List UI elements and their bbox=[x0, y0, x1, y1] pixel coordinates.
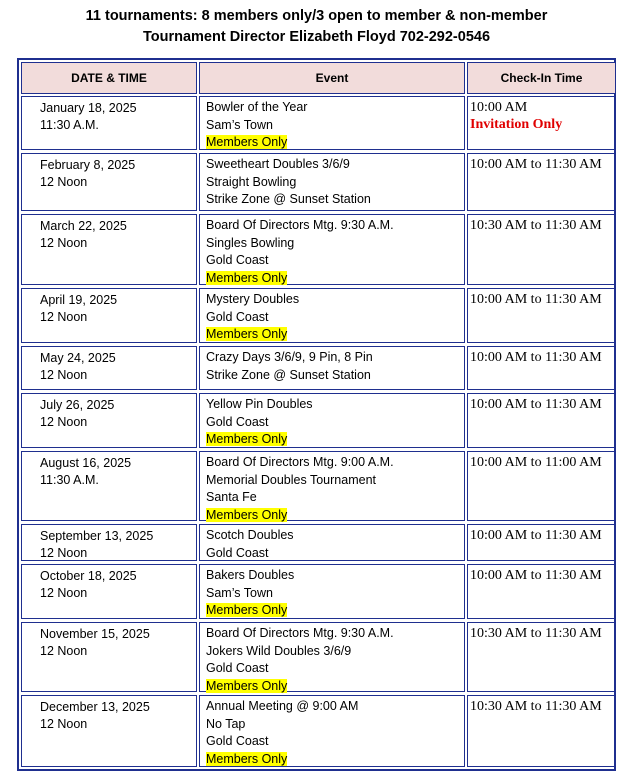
date-time-cell bbox=[21, 695, 197, 767]
event-line: Gold Coast bbox=[206, 545, 269, 560]
members-only-badge: Members Only bbox=[206, 270, 288, 285]
column-header-event: Event bbox=[199, 62, 465, 94]
page-header bbox=[0, 6, 633, 48]
event-line: Sweetheart Doubles 3/6/9 bbox=[206, 157, 350, 171]
event-line: Mystery Doubles bbox=[206, 292, 300, 306]
tournament-date: August 16, 2025 bbox=[40, 456, 132, 470]
table-row bbox=[19, 695, 614, 767]
checkin-cell bbox=[467, 96, 616, 150]
checkin-cell bbox=[467, 622, 616, 692]
start-time: 12 Noon bbox=[40, 546, 88, 560]
table-row bbox=[19, 622, 614, 692]
checkin-time: 10:30 AM to 11:30 AM bbox=[470, 218, 602, 233]
date-time-cell bbox=[21, 524, 197, 561]
date-time-cell bbox=[21, 393, 197, 448]
event-cell bbox=[199, 214, 465, 285]
schedule-table bbox=[17, 58, 616, 771]
tournament-date: January 18, 2025 bbox=[40, 101, 137, 115]
event-cell bbox=[199, 393, 465, 448]
event-line: Gold Coast bbox=[206, 734, 269, 748]
start-time: 12 Noon bbox=[40, 644, 88, 658]
start-time: 11:30 A.M. bbox=[40, 118, 99, 132]
table-header-row bbox=[19, 62, 614, 94]
start-time: 11:30 A.M. bbox=[40, 473, 99, 487]
checkin-cell bbox=[467, 393, 616, 448]
tournament-date: February 8, 2025 bbox=[40, 158, 136, 172]
checkin-time: 10:00 AM to 11:30 AM bbox=[470, 350, 602, 365]
event-line: Sam’s Town bbox=[206, 117, 273, 132]
table-row bbox=[19, 288, 614, 343]
event-cell bbox=[199, 451, 465, 521]
table-row bbox=[19, 153, 614, 211]
date-time-cell bbox=[21, 622, 197, 692]
event-line: Singles Bowling bbox=[206, 235, 295, 250]
start-time: 12 Noon bbox=[40, 236, 88, 250]
checkin-time: 10:30 AM to 11:30 AM bbox=[470, 626, 602, 641]
checkin-time: 10:00 AM to 11:00 AM bbox=[470, 455, 602, 470]
table-row bbox=[19, 393, 614, 448]
start-time: 12 Noon bbox=[40, 310, 88, 324]
tournament-date: October 18, 2025 bbox=[40, 569, 137, 583]
event-cell bbox=[199, 96, 465, 150]
table-row bbox=[19, 451, 614, 521]
event-line: Bowler of the Year bbox=[206, 100, 308, 114]
event-line: Gold Coast bbox=[206, 309, 269, 324]
checkin-cell bbox=[467, 153, 616, 211]
checkin-time: 10:00 AM bbox=[470, 100, 528, 115]
checkin-time: 10:00 AM to 11:30 AM bbox=[470, 568, 602, 583]
checkin-time: 10:00 AM to 11:30 AM bbox=[470, 397, 602, 412]
tournament-date: April 19, 2025 bbox=[40, 293, 118, 307]
members-only-badge: Members Only bbox=[206, 135, 288, 149]
members-only-badge: Members Only bbox=[206, 327, 288, 341]
header-line-1: 11 tournaments: 8 members only/3 open to member & non-member bbox=[85, 8, 548, 24]
date-time-cell bbox=[21, 564, 197, 619]
table-row bbox=[19, 524, 614, 561]
members-only-badge: Members Only bbox=[206, 507, 288, 522]
date-time-cell bbox=[21, 96, 197, 150]
members-only-badge: Members Only bbox=[206, 678, 288, 693]
checkin-time: 10:00 AM to 11:30 AM bbox=[470, 157, 602, 172]
checkin-cell bbox=[467, 695, 616, 767]
start-time: 12 Noon bbox=[40, 717, 88, 731]
date-time-cell bbox=[21, 153, 197, 211]
event-line: Memorial Doubles Tournament bbox=[206, 472, 376, 487]
event-cell bbox=[199, 695, 465, 767]
event-cell bbox=[199, 288, 465, 343]
invitation-only-note: Invitation Only bbox=[470, 117, 563, 132]
event-line: Straight Bowling bbox=[206, 174, 297, 189]
event-line: No Tap bbox=[206, 716, 246, 731]
event-line: Gold Coast bbox=[206, 661, 269, 675]
table-row bbox=[19, 96, 614, 150]
tournament-date: December 13, 2025 bbox=[40, 700, 150, 714]
checkin-cell bbox=[467, 346, 616, 390]
event-line: Bakers Doubles bbox=[206, 568, 295, 582]
start-time: 12 Noon bbox=[40, 175, 88, 189]
event-line: Strike Zone @ Sunset Station bbox=[206, 192, 371, 206]
event-cell bbox=[199, 524, 465, 561]
tournament-date: July 26, 2025 bbox=[40, 398, 115, 412]
event-line: Crazy Days 3/6/9, 9 Pin, 8 Pin bbox=[206, 350, 373, 364]
date-time-cell bbox=[21, 451, 197, 521]
date-time-cell bbox=[21, 214, 197, 285]
checkin-cell bbox=[467, 564, 616, 619]
tournament-date: September 13, 2025 bbox=[40, 529, 154, 543]
checkin-cell bbox=[467, 288, 616, 343]
event-cell bbox=[199, 346, 465, 390]
event-line: Board Of Directors Mtg. 9:30 A.M. bbox=[206, 626, 394, 640]
event-line: Strike Zone @ Sunset Station bbox=[206, 367, 371, 382]
event-line: Jokers Wild Doubles 3/6/9 bbox=[206, 643, 352, 658]
checkin-time: 10:30 AM to 11:30 AM bbox=[470, 699, 602, 714]
start-time: 12 Noon bbox=[40, 368, 88, 382]
start-time: 12 Noon bbox=[40, 586, 88, 600]
members-only-badge: Members Only bbox=[206, 751, 288, 766]
event-line: Sam’s Town bbox=[206, 585, 273, 600]
table-row bbox=[19, 214, 614, 285]
event-cell bbox=[199, 564, 465, 619]
tournament-date: May 24, 2025 bbox=[40, 351, 116, 365]
members-only-badge: Members Only bbox=[206, 603, 288, 617]
event-line: Santa Fe bbox=[206, 490, 257, 504]
event-cell bbox=[199, 622, 465, 692]
event-line: Yellow Pin Doubles bbox=[206, 397, 313, 411]
column-header-date: DATE & TIME bbox=[21, 62, 197, 94]
table-row bbox=[19, 564, 614, 619]
event-line: Board Of Directors Mtg. 9:30 A.M. bbox=[206, 218, 394, 232]
event-cell bbox=[199, 153, 465, 211]
header-line-2: Tournament Director Elizabeth Floyd 702-292-0546 bbox=[142, 29, 491, 45]
checkin-cell bbox=[467, 214, 616, 285]
event-line: Board Of Directors Mtg. 9:00 A.M. bbox=[206, 455, 394, 469]
date-time-cell bbox=[21, 346, 197, 390]
members-only-badge: Members Only bbox=[206, 432, 288, 446]
checkin-cell bbox=[467, 451, 616, 521]
event-line: Gold Coast bbox=[206, 414, 269, 429]
event-line: Annual Meeting @ 9:00 AM bbox=[206, 699, 359, 713]
tournament-date: November 15, 2025 bbox=[40, 627, 150, 641]
checkin-time: 10:00 AM to 11:30 AM bbox=[470, 528, 602, 543]
event-line: Scotch Doubles bbox=[206, 528, 294, 542]
date-time-cell bbox=[21, 288, 197, 343]
tournament-date: March 22, 2025 bbox=[40, 219, 127, 233]
start-time: 12 Noon bbox=[40, 415, 88, 429]
checkin-time: 10:00 AM to 11:30 AM bbox=[470, 292, 602, 307]
event-line: Gold Coast bbox=[206, 253, 269, 267]
checkin-cell bbox=[467, 524, 616, 561]
column-header-checkin: Check-In Time bbox=[467, 62, 616, 94]
table-row bbox=[19, 346, 614, 390]
